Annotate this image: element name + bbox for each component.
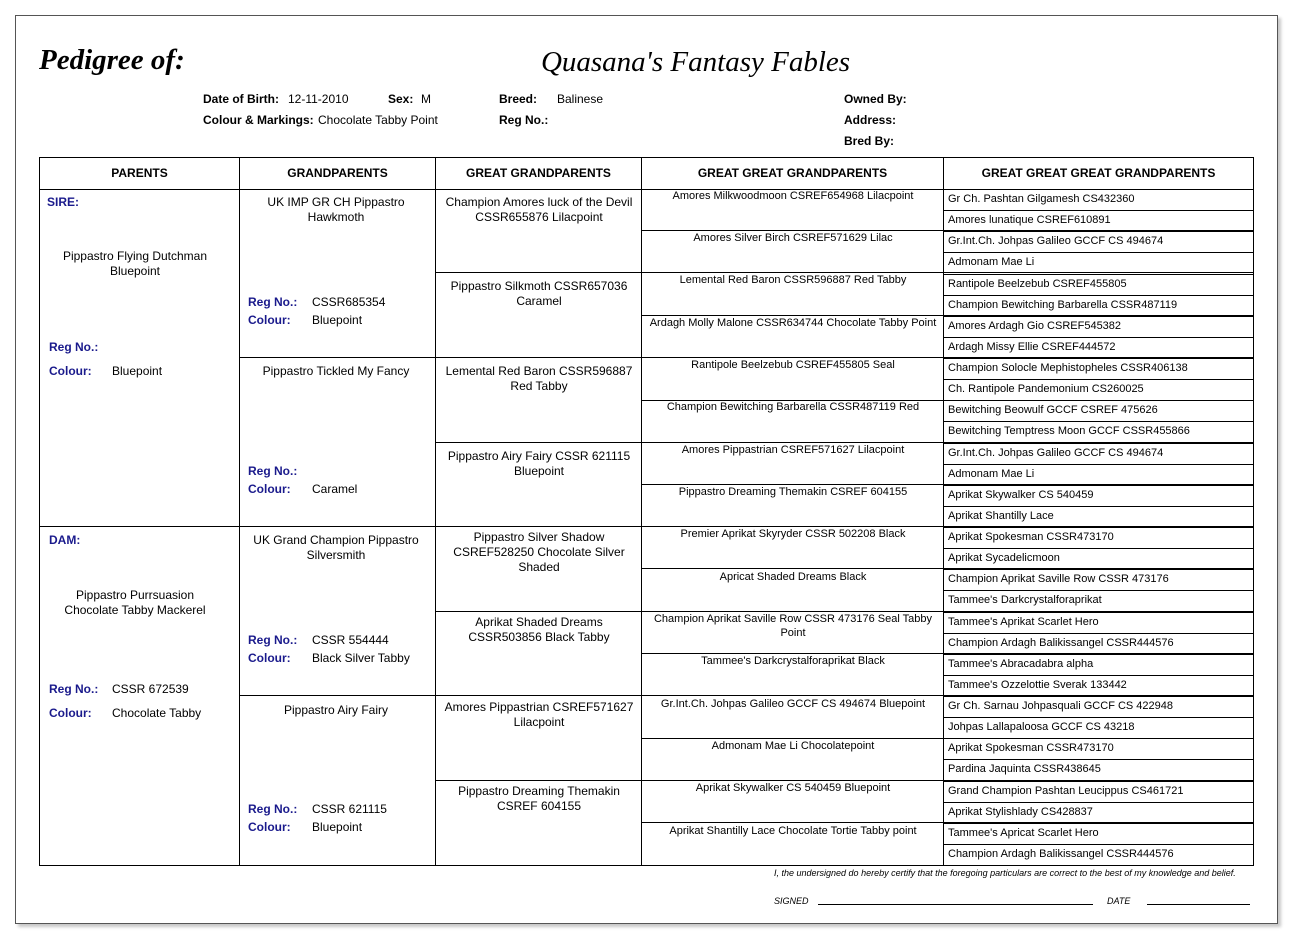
sire-label: SIRE: <box>47 195 80 209</box>
great-great-grandparent-name: Amores Milkwoodmoon CSREF654968 Lilacpoint <box>672 190 914 202</box>
column-header-parents: PARENTS <box>111 166 168 180</box>
column-header-grandparents: GRANDPARENTS <box>287 166 388 180</box>
grandparent-reg-value: CSSR 554444 <box>312 633 389 647</box>
row-divider <box>944 612 1253 613</box>
signature-line[interactable] <box>818 904 1093 905</box>
cat-name: Quasana's Fantasy Fables <box>540 46 851 78</box>
great-great-grandparent-name: Rantipole Beelzebub CSREF455805 Seal <box>691 359 895 371</box>
row-divider <box>944 844 1253 845</box>
dam-name: Pippastro Purrsuasion Chocolate Tabby Mackerel <box>64 588 206 617</box>
great-great-great-grandparent-name: Tammee's Abracadabra alpha <box>948 657 1094 670</box>
great-great-grandparent-name: Tammee's Darkcrystalforaprikat Black <box>701 655 885 667</box>
grandparent-reg-label: Reg No.: <box>248 633 298 647</box>
breed-value: Balinese <box>557 92 604 106</box>
grandparent-reg-label: Reg No.: <box>248 802 298 816</box>
grandparent-reg-value: CSSR 621115 <box>312 802 387 816</box>
great-great-great-grandparent-name: Gr Ch. Sarnau Johpasquali GCCF CS 422948 <box>948 700 1174 712</box>
grandparent-colour-label: Colour: <box>248 482 291 496</box>
great-great-great-grandparent-name: Bewitching Beowulf GCCF CSREF 475626 <box>948 404 1158 417</box>
row-divider <box>944 231 1253 232</box>
grandparent-colour-value: Caramel <box>312 482 358 496</box>
grandparent-name: Pippastro Airy Fairy <box>283 703 389 717</box>
great-great-great-grandparent-name: Champion Aprikat Saville Row CSSR 473176 <box>948 573 1169 586</box>
row-divider <box>944 633 1253 634</box>
row-divider <box>944 802 1253 803</box>
reg-no-label: Reg No.: <box>499 113 549 127</box>
great-great-great-grandparent-name: Grand Champion Pashtan Leucippus CS461721 <box>948 784 1184 797</box>
great-great-great-grandparent-name: Johpas Lallapaloosa GCCF CS 43218 <box>948 721 1135 734</box>
grandparent-colour-value: Bluepoint <box>312 820 363 834</box>
grandparent-reg-label: Reg No.: <box>248 295 298 309</box>
great-grandparent-name: Pippastro Silver Shadow CSREF528250 Chocolate Silver Shaded <box>453 530 625 574</box>
sire-name: Pippastro Flying Dutchman Bluepoint <box>62 249 208 278</box>
row-divider <box>944 781 1253 782</box>
pedigree-table <box>39 157 1254 866</box>
great-great-great-grandparent-name: Admonam Mae Li <box>948 467 1035 480</box>
great-grandparent-name: Amores Pippastrian CSREF571627 Lilacpoint <box>444 700 634 729</box>
dam-colour-label: Colour: <box>49 706 92 720</box>
great-great-great-grandparent-name: Tammee's Apricat Scarlet Hero <box>948 826 1099 839</box>
great-grandparent-name: Aprikat Shaded Dreams CSSR503856 Black Tabby <box>468 615 610 644</box>
great-great-grandparent-name: Champion Aprikat Saville Row CSSR 473176 Seal Tabby Point <box>653 613 932 639</box>
row-divider <box>944 506 1253 507</box>
great-great-great-grandparent-name: Amores Ardagh Gio CSREF545382 <box>948 319 1122 332</box>
row-divider <box>944 337 1253 338</box>
address-label: Address: <box>844 113 897 127</box>
certification-text: I, the undersigned do hereby certify that the foregoing particulars are correct to the best of my knowledge and belief. <box>774 868 1236 878</box>
colour-markings-label: Colour & Markings: <box>203 113 314 127</box>
great-great-great-grandparent-name: Champion Ardagh Balikissangel CSSR444576 <box>948 636 1174 649</box>
great-great-grandparent-name: Gr.Int.Ch. Johpas Galileo GCCF CS 494674 Bluepoint <box>660 698 926 710</box>
great-great-great-grandparent-name: Aprikat Shantilly Lace <box>948 509 1054 522</box>
great-great-grandparent-name: Aprikat Skywalker CS 540459 Bluepoint <box>695 782 891 794</box>
date-label: DATE <box>1107 896 1131 906</box>
row-divider <box>944 823 1253 824</box>
grandparent-name: UK Grand Champion Pippastro Silversmith <box>253 533 419 562</box>
sex-value: M <box>421 92 431 106</box>
great-great-grandparent-name: Lemental Red Baron CSSR596887 Red Tabby <box>679 274 907 286</box>
dob-label: Date of Birth: <box>203 92 279 106</box>
row-divider <box>944 696 1253 697</box>
great-great-great-grandparent-name: Gr.Int.Ch. Johpas Galileo GCCF CS 494674 <box>948 446 1164 459</box>
grandparent-colour-value: Bluepoint <box>312 313 363 327</box>
dam-label: DAM: <box>49 533 81 547</box>
grandparent-name: UK IMP GR CH Pippastro Hawkmoth <box>267 195 405 224</box>
great-great-great-grandparent-name: Aprikat Skywalker CS 540459 <box>948 488 1094 501</box>
row-divider <box>944 379 1253 380</box>
bred-by-label: Bred By: <box>844 134 895 148</box>
grandparent-colour-value: Black Silver Tabby <box>312 651 410 665</box>
grandparent-reg-label: Reg No.: <box>248 464 298 478</box>
dam-reg-label: Reg No.: <box>49 682 99 696</box>
great-great-great-grandparent-name: Aprikat Spokesman CSSR473170 <box>948 531 1114 543</box>
great-great-grandparent-name: Pippastro Dreaming Themakin CSREF 604155 <box>678 486 908 498</box>
row-divider <box>944 443 1253 444</box>
great-great-great-grandparent-name: Pardina Jaquinta CSSR438645 <box>948 763 1101 776</box>
great-grandparent-name: Pippastro Airy Fairy CSSR 621115 Bluepoint <box>447 449 631 478</box>
column-divider <box>239 158 240 865</box>
great-great-great-grandparent-name: Tammee's Darkcrystalforaprikat <box>948 594 1102 607</box>
row-divider <box>944 400 1253 401</box>
dam-reg-value: CSSR 672539 <box>112 682 189 696</box>
signed-label: SIGNED <box>774 896 809 906</box>
great-great-great-grandparent-name: Champion Bewitching Barbarella CSSR487119 <box>948 298 1178 311</box>
great-great-grandparent-name: Amores Silver Birch CSREF571629 Lilac <box>693 232 893 244</box>
pedigree-label: Pedigree of: <box>39 44 185 76</box>
row-divider <box>944 464 1253 465</box>
column-header-great-grandparents: GREAT GRANDPARENTS <box>466 166 611 180</box>
column-header-great-great-grandparents: GREAT GREAT GRANDPARENTS <box>697 166 888 180</box>
row-divider <box>944 485 1253 486</box>
owned-by-label: Owned By: <box>844 92 907 106</box>
great-great-great-grandparent-name: Champion Solocle Mephistopheles CSSR406138 <box>948 362 1188 374</box>
great-grandparent-name: Champion Amores luck of the Devil CSSR655876 Lilacpoint <box>445 195 633 224</box>
great-great-great-grandparent-name: Champion Ardagh Balikissangel CSSR444576 <box>948 847 1174 860</box>
great-great-grandparent-name: Admonam Mae Li Chocolatepoint <box>711 740 875 752</box>
row-divider <box>944 548 1253 549</box>
column-divider <box>641 158 642 865</box>
sire-colour-value: Bluepoint <box>112 364 163 378</box>
row-divider <box>944 252 1253 253</box>
row-divider <box>944 675 1253 676</box>
grandparent-colour-label: Colour: <box>248 820 291 834</box>
great-great-great-grandparent-name: Ardagh Missy Ellie CSREF444572 <box>948 340 1116 353</box>
row-divider <box>944 274 1253 275</box>
grandparent-reg-value: CSSR685354 <box>312 295 386 309</box>
great-great-great-grandparent-name: Tammee's Ozzelottie Sverak 133442 <box>948 678 1127 691</box>
great-great-great-grandparent-name: Ch. Rantipole Pandemonium CS260025 <box>948 383 1144 396</box>
great-great-great-grandparent-name: Aprikat Sycadelicmoon <box>948 552 1060 565</box>
row-divider <box>944 316 1253 317</box>
dob-value: 12-11-2010 <box>288 92 349 106</box>
great-grandparent-name: Pippastro Silkmoth CSSR657036 Caramel <box>450 279 628 308</box>
great-grandparent-name: Lemental Red Baron CSSR596887 Red Tabby <box>445 364 633 393</box>
great-great-grandparent-name: Ardagh Molly Malone CSSR634744 Chocolate Tabby Point <box>649 317 937 329</box>
great-great-grandparent-name: Amores Pippastrian CSREF571627 Lilacpoint <box>681 444 905 456</box>
great-great-grandparent-name: Premier Aprikat Skyryder CSSR 502208 Black <box>680 528 906 540</box>
great-great-great-grandparent-name: Bewitching Temptress Moon GCCF CSSR455866 <box>948 425 1190 438</box>
grandparent-colour-label: Colour: <box>248 313 291 327</box>
row-divider <box>944 759 1253 760</box>
great-great-great-grandparent-name: Aprikat Spokesman CSSR473170 <box>948 742 1114 755</box>
row-divider <box>944 569 1253 570</box>
dam-colour-value: Chocolate Tabby <box>112 706 202 720</box>
grandparent-name: Pippastro Tickled My Fancy <box>262 364 410 378</box>
sire-reg-label: Reg No.: <box>49 340 99 354</box>
colour-markings-value: Chocolate Tabby Point <box>318 113 438 127</box>
great-great-great-grandparent-name: Tammee's Aprikat Scarlet Hero <box>948 615 1099 628</box>
row-divider <box>944 421 1253 422</box>
row-divider <box>944 527 1253 528</box>
great-grandparent-name: Pippastro Dreaming Themakin CSREF 604155 <box>458 784 620 813</box>
great-great-grandparent-name: Aprikat Shantilly Lace Chocolate Tortie Tabby point <box>669 825 917 837</box>
column-header-great-great-great-grandparents: GREAT GREAT GREAT GRANDPARENTS <box>981 166 1216 180</box>
row-divider <box>944 654 1253 655</box>
row-divider <box>944 738 1253 739</box>
row-divider <box>944 295 1253 296</box>
row-divider <box>944 358 1253 359</box>
date-line[interactable] <box>1147 904 1250 905</box>
great-great-great-grandparent-name: Amores lunatique CSREF610891 <box>948 214 1111 227</box>
great-great-great-grandparent-name: Aprikat Stylishlady CS428837 <box>948 805 1093 818</box>
grandparent-colour-label: Colour: <box>248 651 291 665</box>
row-divider <box>944 590 1253 591</box>
column-divider <box>435 158 436 865</box>
row-divider <box>944 717 1253 718</box>
great-great-grandparent-name: Apricat Shaded Dreams Black <box>719 571 867 583</box>
great-great-great-grandparent-name: Rantipole Beelzebub CSREF455805 <box>948 277 1127 290</box>
great-great-great-grandparent-name: Admonam Mae Li <box>948 256 1035 269</box>
great-great-grandparent-name: Champion Bewitching Barbarella CSSR487119 Red <box>666 401 920 413</box>
sire-colour-label: Colour: <box>49 364 92 378</box>
breed-label: Breed: <box>499 92 538 106</box>
great-great-great-grandparent-name: Gr.Int.Ch. Johpas Galileo GCCF CS 494674 <box>948 235 1164 248</box>
sex-label: Sex: <box>388 92 414 106</box>
row-divider <box>944 210 1253 211</box>
great-great-great-grandparent-name: Gr Ch. Pashtan Gilgamesh CS432360 <box>948 193 1135 205</box>
